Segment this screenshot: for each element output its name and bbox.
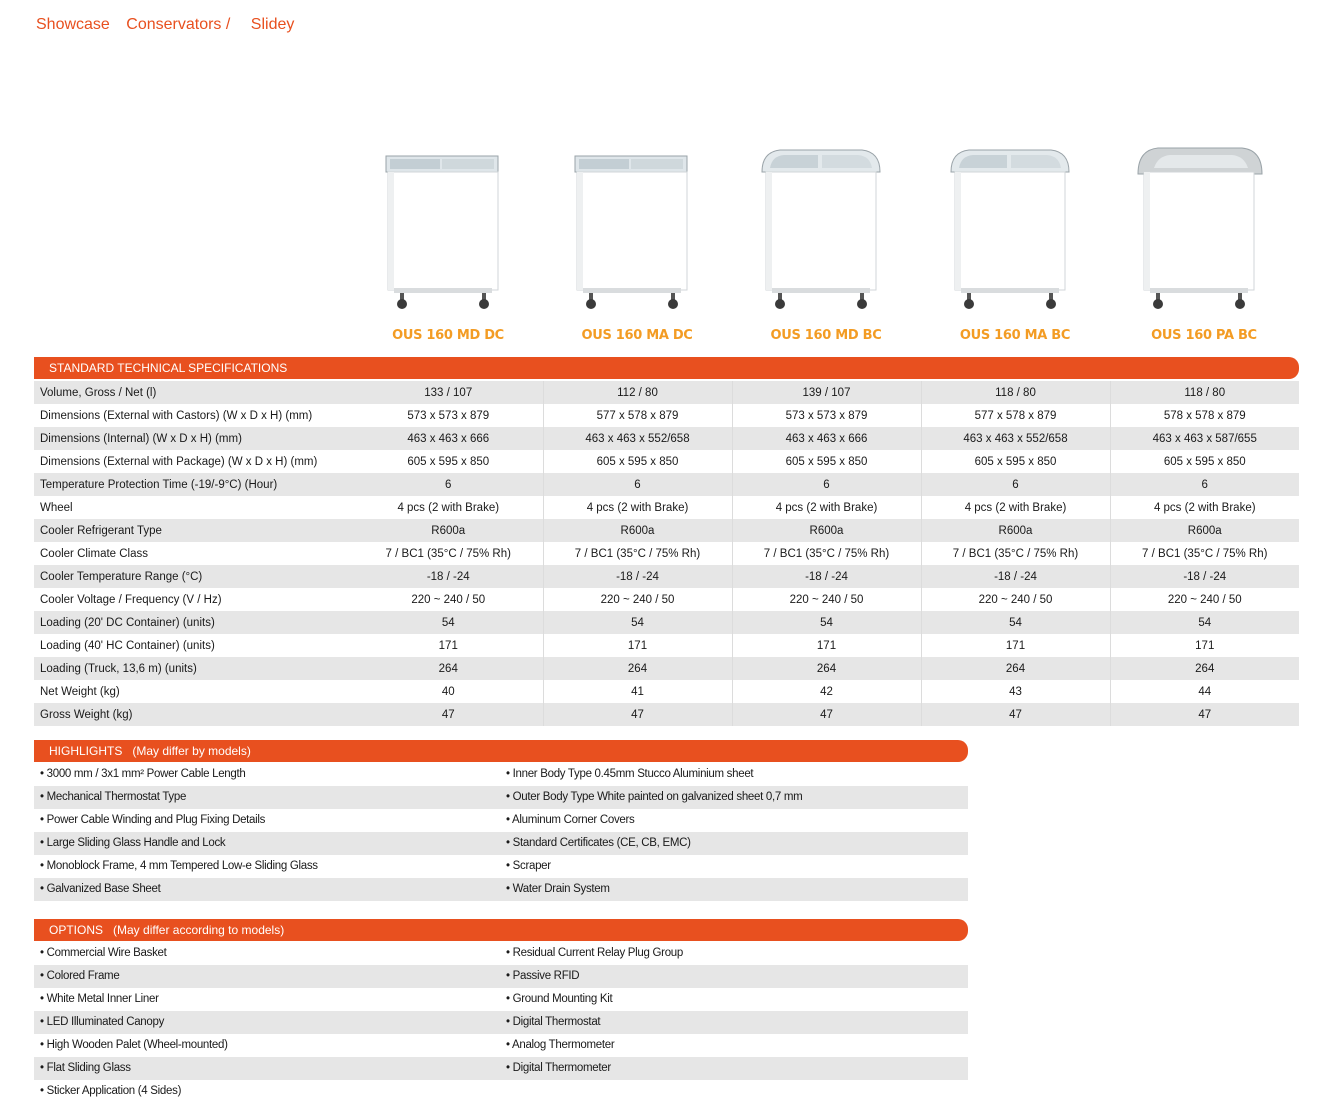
spec-value: -18 / -24	[543, 565, 732, 588]
spec-value: 577 x 578 x 879	[543, 404, 732, 427]
product-gallery	[354, 120, 1298, 352]
spec-value: -18 / -24	[732, 565, 921, 588]
table-row	[34, 588, 1299, 611]
options-entry: • Commercial Wire Basket	[40, 947, 167, 959]
spec-value: 42	[732, 680, 921, 703]
spec-value: 54	[732, 611, 921, 634]
table-row	[34, 680, 1299, 703]
breadcrumb-item-conservators[interactable]: Conservators /	[126, 16, 231, 33]
table-row	[34, 611, 1299, 634]
list-item	[34, 809, 968, 832]
spec-value: 605 x 595 x 850	[732, 450, 921, 473]
spec-value: -18 / -24	[921, 565, 1110, 588]
spec-value: 171	[543, 634, 732, 657]
options-entry: • Colored Frame	[40, 970, 120, 982]
spec-value: 7 / BC1 (35°C / 75% Rh)	[385, 547, 511, 560]
highlights-entry: • Water Drain System	[506, 883, 610, 895]
spec-value: 4 pcs (2 with Brake)	[397, 501, 500, 514]
spec-value: R600a	[732, 519, 921, 542]
chest-freezer-icon	[939, 128, 1089, 313]
chest-freezer-icon	[750, 128, 900, 313]
list-item	[34, 878, 968, 901]
options-entry: • Residual Current Relay Plug Group	[506, 947, 683, 959]
spec-label: Volume, Gross / Net (l)	[34, 381, 354, 404]
list-item	[34, 1057, 968, 1080]
list-item	[34, 786, 968, 809]
product-name[interactable]: OUS 160 PA BC	[1151, 328, 1257, 343]
list-item	[34, 855, 968, 878]
product-name[interactable]: OUS 160 MD DC	[392, 328, 504, 343]
spec-value: 6	[354, 473, 543, 496]
highlights-entry: • Power Cable Winding and Plug Fixing Details	[40, 814, 266, 826]
highlights-entry: • Mechanical Thermostat Type	[40, 791, 187, 803]
spec-label: Dimensions (External with Package) (W x D x H) (mm)	[40, 455, 318, 468]
table-row	[34, 404, 1299, 427]
highlights-subtitle: (May differ by models)	[132, 744, 251, 758]
table-row	[34, 565, 1299, 588]
spec-value: 605 x 595 x 850	[921, 450, 1110, 473]
spec-value: 118 / 80	[1110, 381, 1299, 404]
spec-value: 264	[354, 657, 543, 680]
chest-freezer-icon	[561, 128, 711, 313]
spec-value: 4 pcs (2 with Brake)	[543, 496, 732, 519]
spec-value: R600a	[543, 519, 732, 542]
spec-value: 463 x 463 x 552/658	[921, 427, 1110, 450]
spec-label: Loading (20' DC Container) (units)	[34, 611, 354, 634]
highlights-entry: • Large Sliding Glass Handle and Lock	[40, 837, 226, 849]
product-name[interactable]: OUS 160 MD BC	[770, 328, 882, 343]
spec-value: 171	[921, 634, 1110, 657]
highlights-entry: • 3000 mm / 3x1 mm² Power Cable Length	[40, 768, 246, 780]
options-entry: • High Wooden Palet (Wheel-mounted)	[40, 1039, 228, 1051]
spec-value: 43	[921, 680, 1110, 703]
spec-value: 6	[543, 473, 732, 496]
product-name[interactable]: OUS 160 MA BC	[959, 328, 1071, 343]
spec-label: Loading (40' HC Container) (units)	[40, 639, 215, 652]
spec-section-header	[34, 357, 1299, 379]
spec-value: 41	[543, 680, 732, 703]
spec-value: 54	[1110, 611, 1299, 634]
highlights-entry: • Aluminum Corner Covers	[506, 814, 635, 826]
spec-value: 577 x 578 x 879	[921, 404, 1110, 427]
spec-value: 264	[1110, 657, 1299, 680]
spec-label: Gross Weight (kg)	[34, 703, 354, 726]
options-entry: • Digital Thermostat	[506, 1016, 601, 1028]
options-entry: • Analog Thermometer	[506, 1039, 615, 1051]
table-row	[34, 634, 1299, 657]
spec-label: Cooler Climate Class	[40, 547, 149, 560]
spec-value: 573 x 573 x 879	[732, 404, 921, 427]
chest-freezer-icon	[1128, 128, 1278, 313]
product-card[interactable]	[354, 120, 542, 352]
spec-value: 463 x 463 x 552/658	[543, 427, 732, 450]
spec-value: 463 x 463 x 587/655	[1110, 427, 1299, 450]
spec-value: 7 / BC1 (35°C / 75% Rh)	[543, 542, 732, 565]
table-row	[34, 657, 1299, 680]
highlights-section-header	[34, 740, 968, 762]
spec-value: 7 / BC1 (35°C / 75% Rh)	[921, 542, 1110, 565]
highlights-entry: • Standard Certificates (CE, CB, EMC)	[506, 837, 691, 849]
spec-label: Dimensions (External with Castors) (W x D x H) (mm)	[40, 409, 313, 422]
spec-value: 118 / 80	[921, 381, 1110, 404]
list-item	[34, 988, 968, 1011]
options-entry: • LED Illuminated Canopy	[40, 1016, 165, 1028]
spec-value: 264	[921, 657, 1110, 680]
breadcrumb-item-slidey: Slidey	[250, 16, 295, 33]
list-item	[34, 942, 968, 965]
list-item	[34, 1034, 968, 1057]
list-item	[34, 965, 968, 988]
table-row	[34, 427, 1299, 450]
spec-value: -18 / -24	[354, 565, 543, 588]
product-card[interactable]	[1110, 120, 1298, 352]
spec-value: 47	[732, 703, 921, 726]
spec-value: 133 / 107	[354, 381, 543, 404]
highlights-entry: • Outer Body Type White painted on galvanized sheet 0,7 mm	[506, 791, 803, 803]
spec-value: 463 x 463 x 666	[354, 427, 543, 450]
spec-label: Wheel	[40, 501, 73, 514]
spec-value: 54	[543, 611, 732, 634]
chest-freezer-icon	[372, 128, 522, 313]
list-item	[34, 763, 968, 786]
highlights-list	[34, 763, 968, 901]
spec-value: 40	[441, 685, 455, 698]
spec-value: 171	[1110, 634, 1299, 657]
spec-value: 7 / BC1 (35°C / 75% Rh)	[1110, 542, 1299, 565]
spec-value: R600a	[1110, 519, 1299, 542]
spec-label: Net Weight (kg)	[40, 685, 120, 698]
spec-value: 605 x 595 x 850	[407, 455, 490, 468]
highlights-entry: • Inner Body Type 0.45mm Stucco Aluminium sheet	[506, 768, 754, 780]
highlights-title: HIGHLIGHTS	[49, 744, 123, 758]
options-entry: • Digital Thermometer	[506, 1062, 611, 1074]
spec-value: 6	[732, 473, 921, 496]
spec-value: 6	[1110, 473, 1299, 496]
spec-value: 264	[732, 657, 921, 680]
spec-value: 47	[1110, 703, 1299, 726]
table-row	[34, 496, 1299, 519]
spec-value: 47	[543, 703, 732, 726]
spec-value: 112 / 80	[543, 381, 732, 404]
breadcrumb	[36, 16, 306, 34]
table-row	[34, 473, 1299, 496]
options-section-header	[34, 919, 968, 941]
spec-value: 4 pcs (2 with Brake)	[1110, 496, 1299, 519]
spec-label: Temperature Protection Time (-19/-9°C) (Hour)	[34, 473, 354, 496]
spec-value: 220 ~ 240 / 50	[921, 588, 1110, 611]
spec-value: 220 ~ 240 / 50	[543, 588, 732, 611]
product-card[interactable]	[543, 120, 731, 352]
spec-value: 54	[354, 611, 543, 634]
spec-value: 605 x 595 x 850	[543, 450, 732, 473]
product-card[interactable]	[921, 120, 1109, 352]
table-row	[34, 519, 1299, 542]
spec-label: Loading (Truck, 13,6 m) (units)	[34, 657, 354, 680]
spec-value: 171	[438, 639, 458, 652]
spec-value: 47	[354, 703, 543, 726]
options-entry: • White Metal Inner Liner	[40, 993, 159, 1005]
options-subtitle: (May differ according to models)	[113, 923, 285, 937]
spec-value: 47	[921, 703, 1110, 726]
spec-value: 4 pcs (2 with Brake)	[921, 496, 1110, 519]
product-name[interactable]: OUS 160 MA DC	[581, 328, 693, 343]
spec-table	[34, 381, 1299, 726]
spec-value: R600a	[354, 519, 543, 542]
highlights-entry: • Monoblock Frame, 4 mm Tempered Low-e Sliding Glass	[40, 860, 318, 872]
list-item	[34, 832, 968, 855]
list-item	[34, 1011, 968, 1034]
table-row	[34, 703, 1299, 726]
spec-label: Cooler Voltage / Frequency (V / Hz)	[40, 593, 222, 606]
table-row	[34, 381, 1299, 404]
spec-value: 220 ~ 240 / 50	[1110, 588, 1299, 611]
spec-label: Cooler Refrigerant Type	[34, 519, 354, 542]
options-entry: • Passive RFID	[506, 970, 580, 982]
options-title: OPTIONS	[49, 923, 104, 937]
spec-value: 6	[921, 473, 1110, 496]
spec-label: Dimensions (Internal) (W x D x H) (mm)	[34, 427, 354, 450]
highlights-entry: • Scraper	[506, 860, 551, 872]
spec-value: 264	[543, 657, 732, 680]
spec-section-title: STANDARD TECHNICAL SPECIFICATIONS	[49, 361, 288, 375]
spec-value: 54	[921, 611, 1110, 634]
spec-value: 220 ~ 240 / 50	[411, 593, 486, 606]
options-entry: • Flat Sliding Glass	[40, 1062, 131, 1074]
spec-value: 578 x 578 x 879	[1110, 404, 1299, 427]
table-row	[34, 450, 1299, 473]
spec-value: 573 x 573 x 879	[407, 409, 490, 422]
table-row	[34, 542, 1299, 565]
product-card[interactable]	[732, 120, 920, 352]
spec-value: 220 ~ 240 / 50	[732, 588, 921, 611]
spec-value: 7 / BC1 (35°C / 75% Rh)	[732, 542, 921, 565]
spec-value: 4 pcs (2 with Brake)	[732, 496, 921, 519]
options-list	[34, 942, 968, 1103]
highlights-entry: • Galvanized Base Sheet	[40, 883, 161, 895]
options-entry: • Ground Mounting Kit	[506, 993, 613, 1005]
spec-value: 171	[732, 634, 921, 657]
options-entry: • Sticker Application (4 Sides)	[40, 1085, 182, 1097]
spec-value: 44	[1110, 680, 1299, 703]
spec-label: Cooler Temperature Range (°C)	[34, 565, 354, 588]
spec-value: 605 x 595 x 850	[1110, 450, 1299, 473]
spec-value: 139 / 107	[732, 381, 921, 404]
spec-value: -18 / -24	[1110, 565, 1299, 588]
breadcrumb-item-showcase[interactable]: Showcase	[36, 16, 110, 33]
spec-value: R600a	[921, 519, 1110, 542]
spec-value: 463 x 463 x 666	[732, 427, 921, 450]
